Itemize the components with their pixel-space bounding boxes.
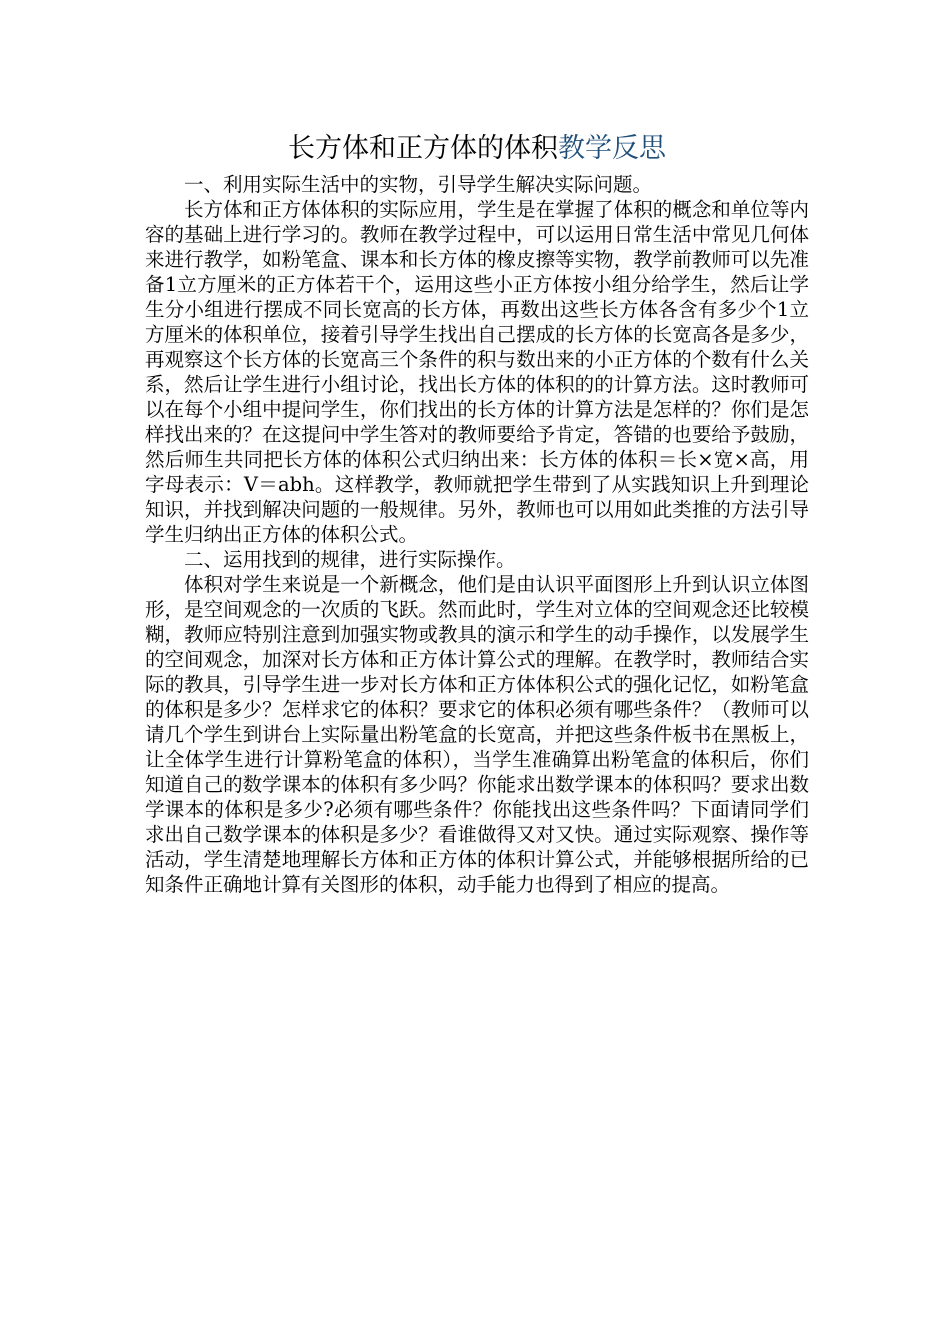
document-title [145, 130, 809, 168]
paragraph-1: 长方体和正方体体积的实际应用，学生是在掌握了体积的概念和单位等内容的基础上进行学习的。教师在教学过程中，可以运用日常生活中常见几何体来进行教学，如粉笔盒、课本和长方体的橡皮擦等实物，教学前教师可以先准备1立方厘米的正方体若干个，运用这些小正方体按小组分给学生，然后让学生分小组进行摆成不同长宽高的长方体，再数出这些长方体各含有多少个1立方厘米的体积单位，接着引导学生找出自己摆成的长方体的长宽高各是多少，再观察这个长方体的长宽高三个条件的积与数出来的小正方体的个数有什么关系，然后让学生进行小组讨论，找出长方体的体积的的计算方法。这时教师可以在每个小组中提问学生，你们找出的长方体的计算方法是怎样的？你们是怎样找出来的？在这提问中学生答对的教师要给予肯定，答错的也要给予鼓励，然后师生共同把长方体的体积公式归纳出来：长方体的体积＝长×宽×高，用字母表示：V＝abh。这样教学，教师就把学生带到了从实践知识上升到理论知识，并找到解决问题的一般规律。另外，教师也可以用如此类推的方法引导学生归纳出正方体的体积公式。 [145, 198, 809, 546]
title-accent: 教学反思 [558, 133, 666, 164]
section-heading-2: 二、运用找到的规律，进行实际操作。 [184, 548, 516, 571]
document-body [145, 130, 809, 897]
paragraph-2: 体积对学生来说是一个新概念，他们是由认识平面图形上升到认识立体图形，是空间观念的一次质的飞跃。然而此时，学生对立体的空间观念还比较模糊，教师应特别注意到加强实物或教具的演示和学生的动手操作，以发展学生的空间观念，加深对长方体和正方体计算公式的理解。在教学时，教师结合实际的教具，引导学生进一步对长方体和正方体体积公式的强化记忆，如粉笔盒的体积是多少？怎样求它的体积？要求它的体积必须有哪些条件？（教师可以请几个学生到讲台上实际量出粉笔盒的长宽高，并把这些条件板书在黑板上，让全体学生进行计算粉笔盒的体积），当学生准确算出粉笔盒的体积后，你们知道自己的数学课本的体积有多少吗？你能求出数学课本的体积吗？要求出数学课本的体积是多少?必须有哪些条件？你能找出这些条件吗？下面请同学们求出自己数学课本的体积是多少？看谁做得又对又快。通过实际观察、操作等活动，学生清楚地理解长方体和正方体的体积计算公式，并能够根据所给的已知条件正确地计算有关图形的体积，动手能力也得到了相应的提高。 [145, 573, 809, 896]
section-heading-1: 一、利用实际生活中的实物，引导学生解决实际问题。 [184, 173, 653, 196]
title-main: 长方体和正方体的体积 [288, 133, 558, 164]
